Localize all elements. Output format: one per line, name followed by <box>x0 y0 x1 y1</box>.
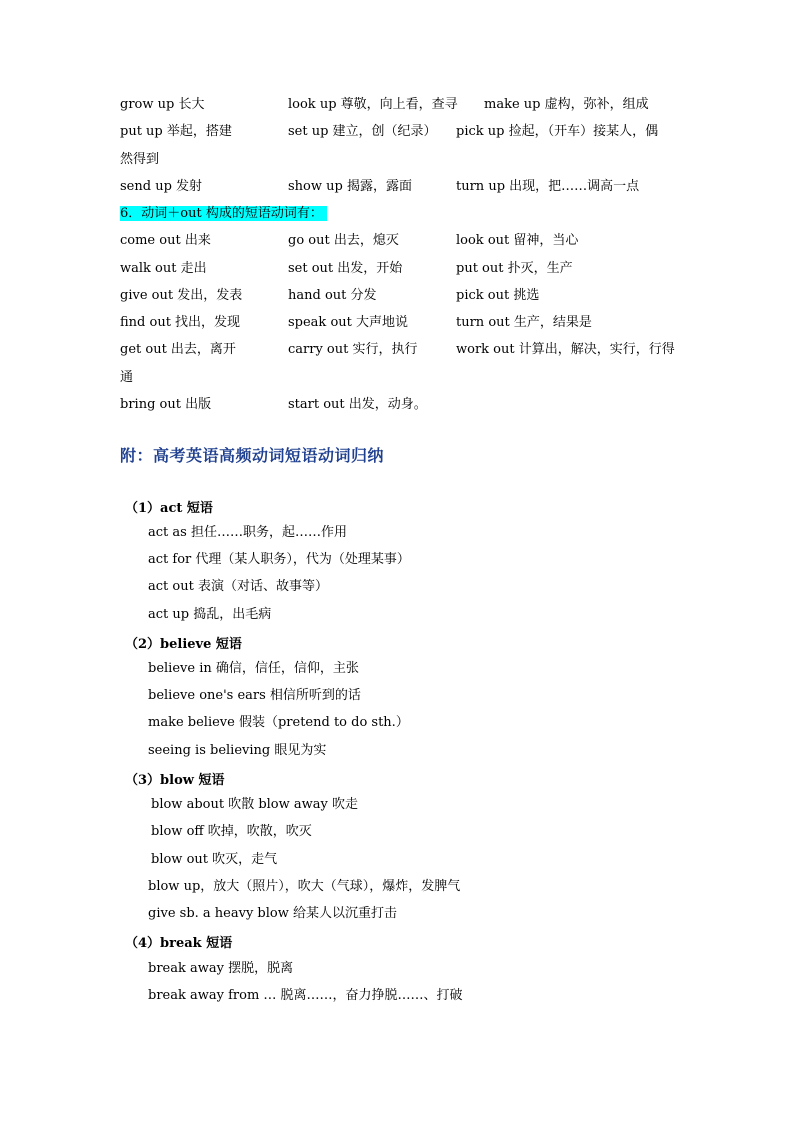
phrase-turn-out: turn out 生产，结果是 <box>456 315 592 330</box>
list-item: act for 代理（某人职务），代为（处理某事） <box>148 552 410 567</box>
phrase-turn-up: turn up 出现，把……调高一点 <box>456 179 640 194</box>
out-section-heading <box>120 205 327 223</box>
list-item: blow out 吹灭，走气 <box>151 852 278 867</box>
list-item: believe in 确信，信任，信仰，主张 <box>148 661 359 676</box>
phrase-bring-out: bring out 出版 <box>120 397 212 412</box>
phrase-set-out: set out 出发，开始 <box>288 261 403 276</box>
list-item: break away from … 脱离……，奋力挣脱……、打破 <box>148 988 463 1003</box>
section-title-believe: （2）believe 短语 <box>125 637 242 652</box>
phrase-look-up: look up 尊敬，向上看，查寻 <box>288 97 458 112</box>
phrase-pick-up-continued: 然得到 <box>120 152 160 167</box>
phrase-pick-up: pick up 捡起，（开车）接某人，偶 <box>456 124 659 139</box>
phrase-work-out-continued: 通 <box>120 370 134 385</box>
phrase-grow-up: grow up 长大 <box>120 97 205 112</box>
list-item: believe one's ears 相信所听到的话 <box>148 688 361 703</box>
phrase-get-out: get out 出去，离开 <box>120 342 236 357</box>
phrase-pick-out: pick out 挑选 <box>456 288 540 303</box>
list-item: blow about 吹散 blow away 吹走 <box>151 797 358 812</box>
phrase-look-out: look out 留神，当心 <box>456 233 579 248</box>
phrase-show-up: show up 揭露，露面 <box>288 179 412 194</box>
highlighted-heading-text: 6．动词＋out 构成的短语动词有： <box>120 206 327 221</box>
list-item: break away 摆脱，脱离 <box>148 961 294 976</box>
phrase-send-up: send up 发射 <box>120 179 203 194</box>
phrase-start-out: start out 出发，动身。 <box>288 397 427 412</box>
phrase-work-out: work out 计算出，解决，实行，行得 <box>456 342 675 357</box>
phrase-hand-out: hand out 分发 <box>288 288 377 303</box>
phrase-put-up: put up 举起，搭建 <box>120 124 232 139</box>
section-title-blow: （3）blow 短语 <box>125 773 225 788</box>
list-item: give sb. a heavy blow 给某人以沉重打击 <box>148 906 397 921</box>
phrase-set-up: set up 建立，创（纪录） <box>288 124 437 139</box>
phrase-speak-out: speak out 大声地说 <box>288 315 409 330</box>
appendix-title: 附：高考英语高频动词短语动词归纳 <box>120 446 385 465</box>
section-title-break: （4）break 短语 <box>125 936 233 951</box>
phrase-walk-out: walk out 走出 <box>120 261 207 276</box>
list-item: make believe 假装（pretend to do sth.） <box>148 715 409 730</box>
phrase-go-out: go out 出去，熄灭 <box>288 233 399 248</box>
list-item: blow up，放大（照片），吹大（气球），爆炸，发脾气 <box>148 879 461 894</box>
phrase-carry-out: carry out 实行，执行 <box>288 342 418 357</box>
phrase-put-out: put out 扑灭，生产 <box>456 261 573 276</box>
list-item: act up 捣乱，出毛病 <box>148 607 272 622</box>
list-item: blow off 吹掉，吹散，吹灭 <box>151 824 312 839</box>
phrase-come-out: come out 出来 <box>120 233 211 248</box>
list-item: act out 表演（对话、故事等） <box>148 579 328 594</box>
section-title-act: （1）act 短语 <box>125 501 213 516</box>
list-item: act as 担任……职务，起……作用 <box>148 525 347 540</box>
phrase-give-out: give out 发出，发表 <box>120 288 243 303</box>
phrase-make-up: make up 虚构，弥补，组成 <box>484 97 649 112</box>
list-item: seeing is believing 眼见为实 <box>148 743 327 758</box>
phrase-find-out: find out 找出，发现 <box>120 315 241 330</box>
